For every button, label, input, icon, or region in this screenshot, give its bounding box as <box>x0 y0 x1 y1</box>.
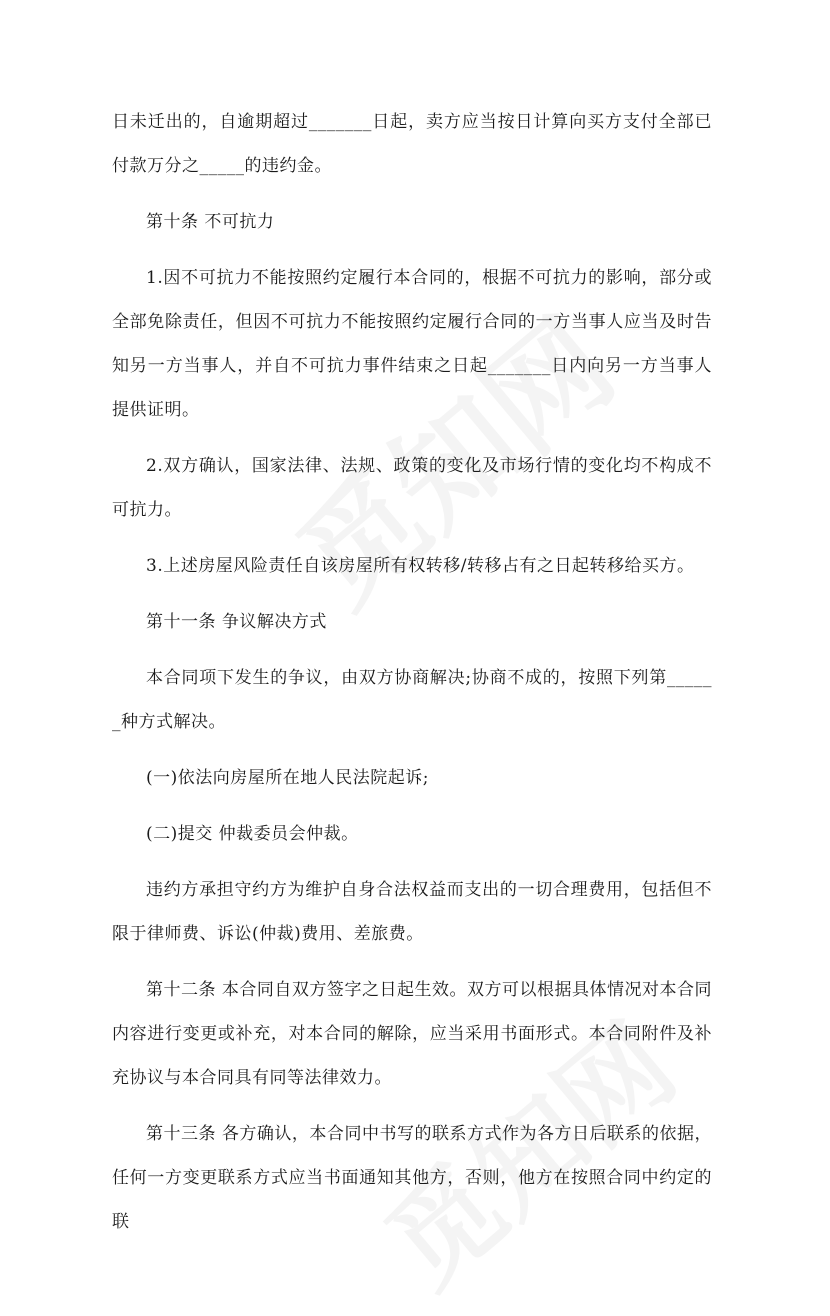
paragraph: 日未迁出的，自逾期超过_______日起，卖方应当按日计算向买方支付全部已付款万分之_____的违约金。 <box>112 112 712 176</box>
document-body <box>112 100 712 1256</box>
paragraph: 第十二条 本合同自双方签字之日起生效。双方可以根据具体情况对本合同内容进行变更或补充，对本合同的解除，应当采用书面形式。本合同附件及补充协议与本合同具有同等法律效力。 <box>112 980 712 1088</box>
section-heading: 第十条 不可抗力 <box>146 212 275 232</box>
paragraph: 本合同项下发生的争议，由双方协商解决;协商不成的，按照下列第______种方式解决。 <box>112 668 712 732</box>
paragraph: 1.因不可抗力不能按照约定履行本合同的，根据不可抗力的影响，部分或全部免除责任，但因不可抗力不能按照约定履行合同的一方当事人应当及时告知另一方当事人，并自不可抗力事件结束之日起_______日内向另一方当事人提供证明。 <box>112 268 712 420</box>
paragraph: 3.上述房屋风险责任自该房屋所有权转移/转移占有之日起转移给买方。 <box>146 556 695 576</box>
list-item: (二)提交 仲裁委员会仲裁。 <box>146 824 359 844</box>
paragraph: 2.双方确认，国家法律、法规、政策的变化及市场行情的变化均不构成不可抗力。 <box>112 456 712 520</box>
list-item: (一)依法向房屋所在地人民法院起诉; <box>146 768 429 788</box>
paragraph: 第十三条 各方确认，本合同中书写的联系方式作为各方日后联系的依据，任何一方变更联系方式应当书面通知其他方，否则，他方在按照合同中约定的联 <box>112 1124 712 1232</box>
paragraph: 违约方承担守约方为维护自身合法权益而支出的一切合理费用，包括但不限于律师费、诉讼(仲裁)费用、差旅费。 <box>112 880 712 944</box>
section-heading: 第十一条 争议解决方式 <box>146 612 327 632</box>
